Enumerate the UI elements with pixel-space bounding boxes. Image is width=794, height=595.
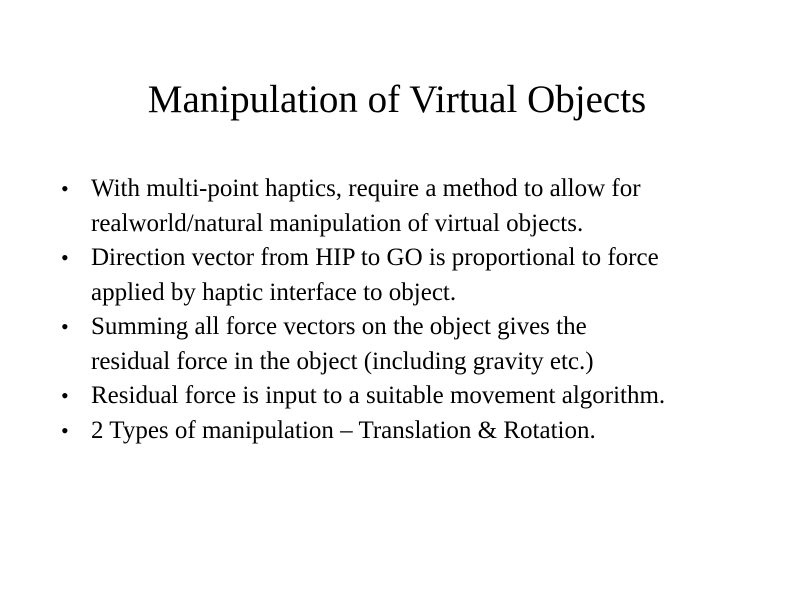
bullet-text-line: Residual force is input to a suitable movement algorithm. [91,382,666,409]
bullet-text-line: With multi-point haptics, require a method to allow for [91,175,641,202]
bullet-icon: • [61,417,69,443]
bullet-text-line: applied by haptic interface to object. [91,278,457,306]
bullet-text-line: 2 Types of manipulation – Translation & Rotation. [91,416,596,444]
bullet-icon: • [61,314,69,339]
bullet-icon: • [61,383,69,408]
bullet-text-line: Summing all force vectors on the object gives the [91,313,587,340]
bullet-text-line: Direction vector from HIP to GO is proportional to force [91,244,659,271]
slide-title: Manipulation of Virtual Objects [147,78,647,121]
bullet-item [60,310,760,379]
bullet-item [60,241,760,310]
bullet-text-line: residual force in the object (including gravity etc.) [91,347,594,375]
bullet-icon: • [61,176,69,201]
bullet-text-line: realworld/natural manipulation of virtual objects. [91,209,584,237]
bullet-icon: • [61,245,69,270]
bullet-item [60,379,760,414]
bullet-item [60,172,760,241]
bullet-list [60,172,760,448]
bullet-item [60,414,760,449]
